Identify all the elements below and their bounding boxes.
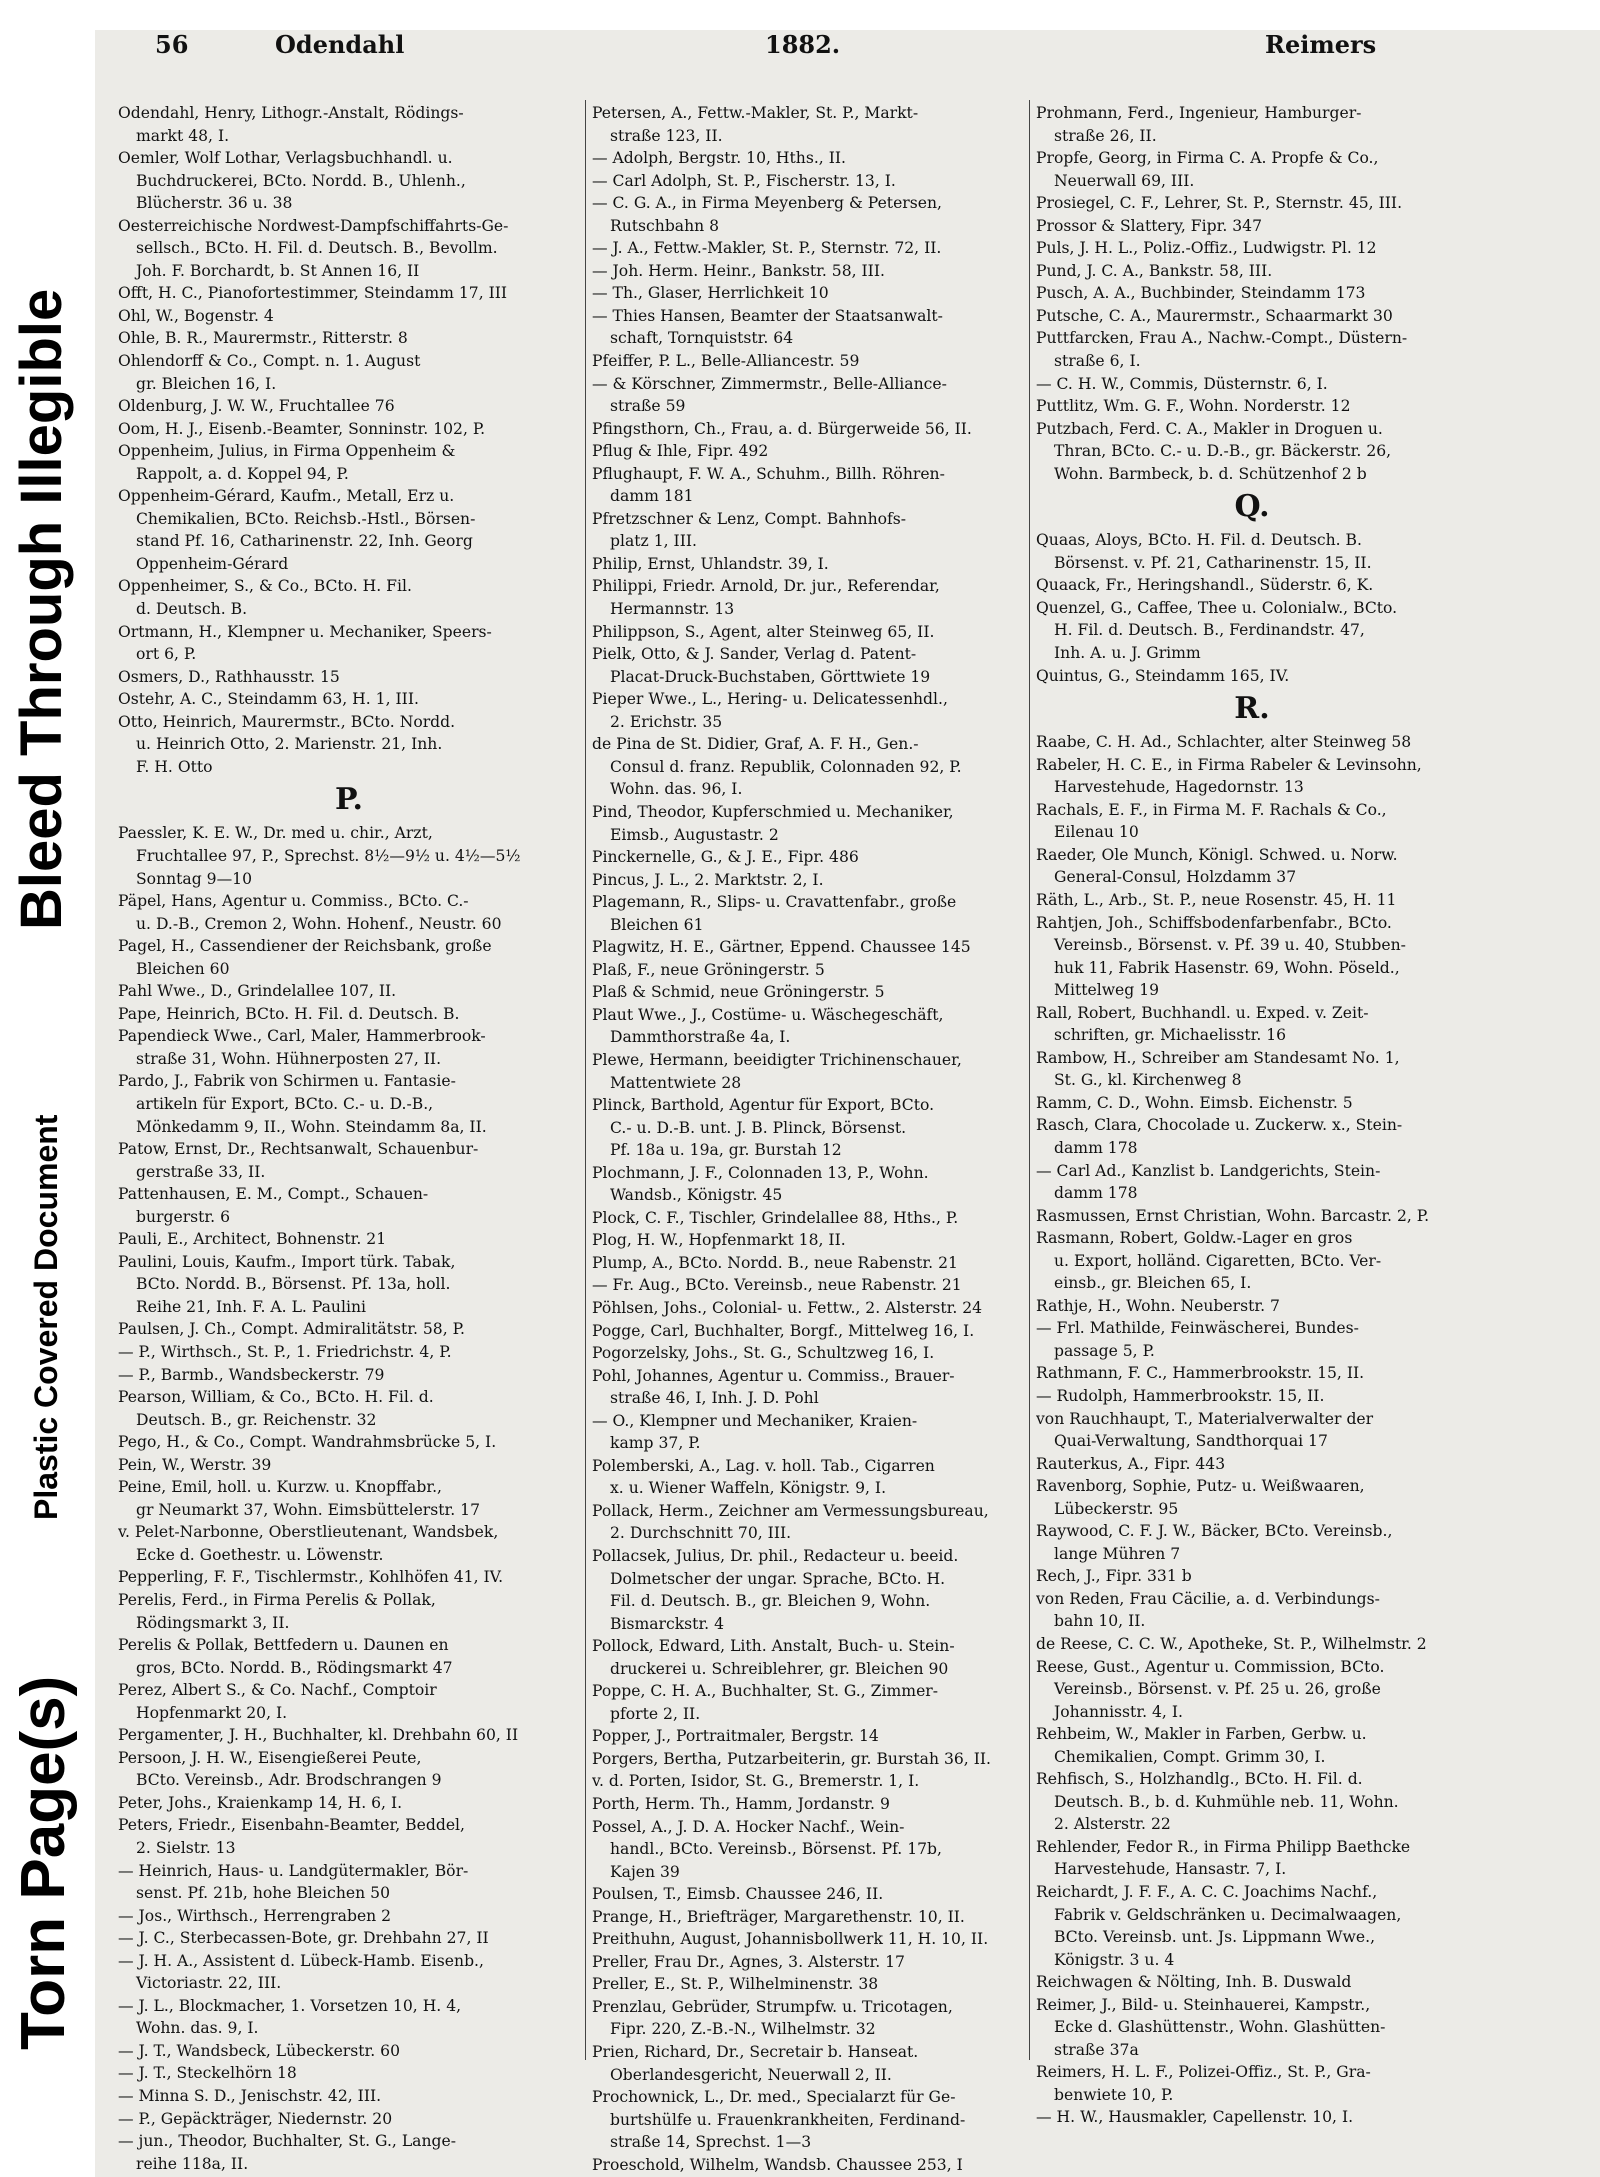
directory-entry: — Rudolph, Hammerbrookstr. 15, II. [1036,1386,1325,1405]
entry-continuation: artikeln für Export, BCto. C.- u. D.-B., [136,1094,434,1113]
entry-continuation: senst. Pf. 21b, hohe Bleichen 50 [136,1884,390,1903]
directory-entry: Pauli, E., Architect, Bohnenstr. 21 [118,1230,387,1249]
directory-entry: Plock, C. F., Tischler, Grindelallee 88, Hths., P. [592,1208,959,1227]
entry-continuation: Reihe 21, Inh. F. A. L. Paulini [136,1297,366,1316]
directory-entry: Putzbach, Ferd. C. A., Makler in Droguen u. [1036,419,1383,438]
directory-entry: Pflughaupt, F. W. A., Schuhm., Billh. Röhren- [592,464,945,483]
entry-continuation: Wandsb., Königstr. 45 [610,1186,783,1205]
directory-entry: Reimers, H. L. F., Polizei-Offiz., St. P., Gra- [1036,2063,1371,2082]
entry-continuation: F. H. Otto [136,757,213,776]
directory-entry: — J. T., Steckelhörn 18 [118,2064,297,2083]
directory-entry: Reichardt, J. F. F., A. C. C. Joachims Nachf., [1036,1883,1378,1902]
entry-continuation: reihe 118a, II. [136,2154,249,2173]
directory-entry: Pearson, William, & Co., BCto. H. Fil. d. [118,1388,434,1407]
entry-continuation: Fipr. 220, Z.-B.-N., Wilhelmstr. 32 [610,2020,876,2039]
entry-continuation: straße 37a [1054,2040,1139,2059]
directory-entry: Pund, J. C. A., Bankstr. 58, III. [1036,261,1273,280]
entry-continuation: straße 26, II. [1054,126,1157,145]
directory-entry: Quaack, Fr., Heringshandl., Süderstr. 6, K. [1036,576,1374,595]
entry-continuation: Consul d. franz. Republik, Colonnaden 92, P. [610,757,962,776]
directory-entry: Philippson, S., Agent, alter Steinweg 65, II. [592,622,935,641]
page-number: 56 [155,30,189,59]
entry-continuation: druckerei u. Schreiblehrer, gr. Bleichen 90 [610,1659,949,1678]
entry-continuation: markt 48, I. [136,126,230,145]
entry-continuation: BCto. Vereinsb., Adr. Brodschrangen 9 [136,1771,442,1790]
entry-continuation: Vereinsb., Börsenst. v. Pf. 25 u. 26, große [1054,1680,1381,1699]
directory-entry: Proeschold, Wilhelm, Wandsb. Chaussee 253, I [592,2155,963,2174]
entry-continuation: platz 1, III. [610,532,697,551]
entry-continuation: Mattentwiete 28 [610,1073,742,1092]
entry-continuation: gros, BCto. Nordd. B., Rödingsmarkt 47 [136,1658,453,1677]
directory-entry: Pielk, Otto, & J. Sander, Verlag d. Patent- [592,645,917,664]
directory-entry: Offt, H. C., Pianofortestimmer, Steindamm 17, III [118,284,508,303]
directory-entry: Propfe, Georg, in Firma C. A. Propfe & Co., [1036,149,1379,168]
directory-entry: v. Pelet-Narbonne, Oberstlieutenant, Wandsbek, [118,1523,499,1542]
directory-entry: Pfretzschner & Lenz, Compt. Bahnhofs- [592,509,907,528]
directory-entry: Pollock, Edward, Lith. Anstalt, Buch- u. Stein- [592,1637,955,1656]
directory-entry: Plaut Wwe., J., Costüme- u. Wäschegeschäft, [592,1005,944,1024]
directory-entry: Ostehr, A. C., Steindamm 63, H. 1, III. [118,690,419,709]
directory-entry: Reese, Gust., Agentur u. Commission, BCto. [1036,1657,1385,1676]
directory-entry: — jun., Theodor, Buchhalter, St. G., Lange- [118,2132,456,2151]
column-rule [585,100,586,2060]
directory-entry: Oom, H. J., Eisenb.-Beamter, Sonninstr. 102, P. [118,419,486,438]
entry-continuation: Ecke d. Goethestr. u. Löwenstr. [136,1545,384,1564]
directory-entry: — P., Gepäckträger, Niedernstr. 20 [118,2109,393,2128]
entry-continuation: Placat-Druck-Buchstaben, Görttwiete 19 [610,667,931,686]
directory-entry: Puls, J. H. L., Poliz.-Offiz., Ludwigstr. Pl. 12 [1036,239,1377,258]
entry-continuation: straße 46, I, Inh. J. D. Pohl [610,1389,819,1408]
entry-continuation: Buchdruckerei, BCto. Nordd. B., Uhlenh., [136,171,466,190]
entry-continuation: Deutsch. B., b. d. Kuhmühle neb. 11, Wohn. [1054,1792,1399,1811]
entry-continuation: Rappolt, a. d. Koppel 94, P. [136,464,349,483]
entry-continuation: Dolmetscher der ungar. Sprache, BCto. H. [610,1569,946,1588]
entry-continuation: stand Pf. 16, Catharinenstr. 22, Inh. Georg [136,532,473,551]
entry-continuation: Vereinsb., Börsenst. v. Pf. 39 u. 40, Stubben- [1054,936,1406,955]
directory-entry: Raabe, C. H. Ad., Schlachter, alter Steinweg 58 [1036,733,1412,752]
entry-continuation: Pf. 18a u. 19a, gr. Burstah 12 [610,1141,842,1160]
directory-entry: Pein, W., Werstr. 39 [118,1455,272,1474]
entry-continuation: 2. Alsterstr. 22 [1054,1815,1171,1834]
directory-entry: — Carl Adolph, St. P., Fischerstr. 13, I. [592,171,896,190]
entry-continuation: Lübeckerstr. 95 [1054,1499,1179,1518]
entry-continuation: Sonntag 9—10 [136,869,253,888]
directory-entry: — J. H. A., Assistent d. Lübeck-Hamb. Eisenb., [118,1951,484,1970]
column-rule [1029,100,1030,2060]
header-year: 1882. [765,30,841,59]
entry-continuation: 2. Erichstr. 35 [610,712,723,731]
directory-column-2 [592,102,1024,2176]
directory-entry: Plump, A., BCto. Nordd. B., neue Rabenstr. 21 [592,1253,958,1272]
directory-entry: — H. W., Hausmakler, Capellenstr. 10, I. [1036,2108,1354,2127]
section-letter: Q. [1234,489,1270,525]
directory-entry: Pincus, J. L., 2. Marktstr. 2, I. [592,870,824,889]
directory-entry: Preithuhn, August, Johannisbollwerk 11, H. 10, II. [592,1930,989,1949]
entry-continuation: Fabrik v. Geldschränken u. Decimalwaagen, [1054,1905,1402,1924]
header-last-name: Reimers [1265,30,1377,59]
directory-entry: Rachals, E. F., in Firma M. F. Rachals & Co., [1036,800,1387,819]
directory-entry: Peine, Emil, holl. u. Kurzw. u. Knopffabr., [118,1478,442,1497]
directory-entry: — J. T., Wandsbeck, Lübeckerstr. 60 [118,2041,401,2060]
directory-entry: Pardo, J., Fabrik von Schirmen u. Fantasie- [118,1072,456,1091]
directory-entry: Ohle, B. R., Maurermstr., Ritterstr. 8 [118,329,408,348]
directory-entry: de Pina de St. Didier, Graf, A. F. H., Gen.- [592,735,919,754]
directory-entry: Plog, H. W., Hopfenmarkt 18, II. [592,1231,846,1250]
directory-entry: von Reden, Frau Cäcilie, a. d. Verbindungs- [1036,1589,1380,1608]
directory-entry: Päpel, Hans, Agentur u. Commiss., BCto. C.- [118,892,469,911]
directory-entry: — Frl. Mathilde, Feinwäscherei, Bundes- [1036,1319,1359,1338]
entry-continuation: General-Consul, Holzdamm 37 [1054,868,1297,887]
directory-entry: Prenzlau, Gebrüder, Strumpfw. u. Tricotagen, [592,1997,953,2016]
directory-entry: Pflug & Ihle, Fipr. 492 [592,442,769,461]
directory-entry: Paessler, K. E. W., Dr. med u. chir., Arzt, [118,824,433,843]
directory-entry: Rech, J., Fipr. 331 b [1036,1567,1192,1586]
entry-continuation: Rutschbahn 8 [610,216,720,235]
entry-continuation: Harvestehude, Hansastr. 7, I. [1054,1860,1287,1879]
directory-entry: Pape, Heinrich, BCto. H. Fil. d. Deutsch. B. [118,1004,460,1023]
entry-continuation: damm 181 [610,487,694,506]
entry-continuation: schaft, Tornquiststr. 64 [610,329,794,348]
directory-entry: — P., Barmb., Wandsbeckerstr. 79 [118,1365,385,1384]
entry-continuation: burtshülfe u. Frauenkrankheiten, Ferdinand- [610,2110,966,2129]
directory-entry: Puttlitz, Wm. G. F., Wohn. Norderstr. 12 [1036,397,1351,416]
directory-entry: Persoon, J. H. W., Eisengießerei Peute, [118,1748,422,1767]
directory-entry: Oppenheim, Julius, in Firma Oppenheim & [118,442,456,461]
directory-entry: Ramm, C. D., Wohn. Eimsb. Eichenstr. 5 [1036,1093,1353,1112]
directory-entry: Pagel, H., Cassendiener der Reichsbank, große [118,937,492,956]
directory-entry: Puttfarcken, Frau A., Nachw.-Compt., Düstern- [1036,329,1408,348]
section-letter: R. [1234,691,1270,727]
directory-entry: Peters, Friedr., Eisenbahn-Beamter, Beddel, [118,1816,465,1835]
entry-continuation: Wohn. das. 96, I. [610,780,743,799]
directory-entry: Possel, A., J. D. A. Hocker Nachf., Wein- [592,1817,905,1836]
directory-entry: Pergamenter, J. H., Buchhalter, kl. Drehbahn 60, II [118,1726,519,1745]
directory-entry: Reimer, J., Bild- u. Steinhauerei, Kampstr., [1036,1995,1371,2014]
directory-entry: Raeder, Ole Munch, Königl. Schwed. u. Norw. [1036,845,1398,864]
directory-entry: Pusch, A. A., Buchbinder, Steindamm 173 [1036,284,1366,303]
entry-continuation: Bleichen 60 [136,959,230,978]
directory-entry: Prossor & Slattery, Fipr. 347 [1036,216,1263,235]
directory-entry: Rall, Robert, Buchhandl. u. Exped. v. Zeit- [1036,1003,1369,1022]
directory-entry: — Minna S. D., Jenischstr. 42, III. [118,2087,382,2106]
directory-entry: Porth, Herm. Th., Hamm, Jordanstr. 9 [592,1795,890,1814]
entry-continuation: Neuerwall 69, III. [1054,171,1195,190]
directory-entry: — & Körschner, Zimmermstr., Belle-Alliance- [592,374,947,393]
entry-continuation: Wohn. Barmbeck, b. d. Schützenhof 2 b [1054,464,1367,483]
directory-entry: Poppe, C. H. A., Buchhalter, St. G., Zimmer- [592,1682,939,1701]
entry-continuation: Johannisstr. 4, I. [1054,1702,1183,1721]
entry-continuation: straße 14, Sprechst. 1—3 [610,2133,812,2152]
entry-continuation: Kajen 39 [610,1862,680,1881]
entry-continuation: sellsch., BCto. H. Fil. d. Deutsch. B., Bevollm. [136,239,498,258]
entry-continuation: x. u. Wiener Waffeln, Königstr. 9, I. [610,1479,887,1498]
directory-entry: — J. L., Blockmacher, 1. Vorsetzen 10, H. 4, [118,1996,462,2015]
directory-entry: Preller, Frau Dr., Agnes, 3. Alsterstr. 17 [592,1952,905,1971]
directory-entry: — O., Klempner und Mechaniker, Kraien- [592,1411,918,1430]
entry-continuation: straße 31, Wohn. Hühnerposten 27, II. [136,1049,442,1068]
entry-continuation: Bismarckstr. 4 [610,1614,725,1633]
directory-entry: Perelis & Pollak, Bettfedern u. Daunen en [118,1636,449,1655]
entry-continuation: 2. Sielstr. 13 [136,1839,236,1858]
directory-entry: — P., Wirthsch., St. P., 1. Friedrichstr. 4, P. [118,1342,452,1361]
entry-continuation: Eilenau 10 [1054,823,1139,842]
entry-continuation: C.- u. D.-B. unt. J. B. Plinck, Börsenst. [610,1118,907,1137]
directory-entry: — J. C., Sterbecassen-Bote, gr. Drehbahn 27, II [118,1929,489,1948]
plastic-covered-notice: Plastic Covered Document [28,1114,64,1520]
directory-entry: Pollack, Herm., Zeichner am Vermessungsbureau, [592,1501,989,1520]
entry-continuation: Thran, BCto. C.- u. D.-B., gr. Bäckerstr. 26, [1054,442,1392,461]
directory-entry: — C. G. A., in Firma Meyenberg & Petersen, [592,194,942,213]
entry-continuation: Hopfenmarkt 20, I. [136,1703,288,1722]
directory-entry: Prien, Richard, Dr., Secretair b. Hanseat. [592,2043,919,2062]
directory-entry: Räth, L., Arb., St. P., neue Rosenstr. 45, H. 11 [1036,890,1397,909]
scan-sidebar [0,0,95,2177]
directory-entry: — Thies Hansen, Beamter der Staatsanwalt- [592,306,943,325]
directory-entry: Putsche, C. A., Maurermstr., Schaarmarkt 30 [1036,306,1393,325]
entry-continuation: Königstr. 3 u. 4 [1054,1950,1175,1969]
entry-continuation: Dammthorstraße 4a, I. [610,1028,791,1047]
entry-continuation: gerstraße 33, II. [136,1162,266,1181]
entry-continuation: gr. Bleichen 16, I. [136,374,277,393]
directory-entry: Rehlender, Fedor R., in Firma Philipp Baethcke [1036,1837,1411,1856]
directory-entry: — Fr. Aug., BCto. Vereinsb., neue Rabenstr. 21 [592,1276,962,1295]
directory-entry: Oldenburg, J. W. W., Fruchtallee 76 [118,397,395,416]
directory-entry: Plagwitz, H. E., Gärtner, Eppend. Chaussee 145 [592,938,971,957]
directory-entry: Pfeiffer, P. L., Belle-Alliancestr. 59 [592,352,860,371]
entry-continuation: ort 6, P. [136,645,197,664]
directory-entry: Quaas, Aloys, BCto. H. Fil. d. Deutsch. B. [1036,531,1362,550]
directory-entry: Reichwagen & Nölting, Inh. B. Duswald [1036,1973,1352,1992]
directory-entry: Osmers, D., Rathhausstr. 15 [118,667,340,686]
directory-entry: — Heinrich, Haus- u. Landgütermakler, Bör- [118,1861,469,1880]
directory-entry: Pöhlsen, Johs., Colonial- u. Fettw., 2. Alsterstr. 24 [592,1298,983,1317]
directory-entry: Rehbeim, W., Makler in Farben, Gerbw. u. [1036,1725,1367,1744]
directory-entry: Rasmussen, Ernst Christian, Wohn. Barcastr. 2, P. [1036,1206,1430,1225]
directory-entry: Pogge, Carl, Buchhalter, Borgf., Mittelweg 16, I. [592,1321,975,1340]
entry-continuation: Eimsb., Augustastr. 2 [610,825,779,844]
directory-entry: Pfingsthorn, Ch., Frau, a. d. Bürgerweide 56, II. [592,419,972,438]
directory-entry: Pieper Wwe., L., Hering- u. Delicatessenhdl., [592,690,948,709]
directory-entry: Ortmann, H., Klempner u. Mechaniker, Speers- [118,622,492,641]
entry-continuation: u. Export, holländ. Cigaretten, BCto. Ver- [1054,1251,1382,1270]
entry-continuation: Victoriastr. 22, III. [136,1974,282,1993]
entry-continuation: damm 178 [1054,1138,1138,1157]
directory-entry: Prohmann, Ferd., Ingenieur, Hamburger- [1036,104,1362,122]
entry-continuation: Oberlandesgericht, Neuerwall 2, II. [610,2065,892,2084]
directory-entry: — Th., Glaser, Herrlichkeit 10 [592,284,829,303]
entry-continuation: Inh. A. u. J. Grimm [1054,644,1201,663]
directory-entry: Plaß & Schmid, neue Gröningerstr. 5 [592,983,885,1002]
entry-continuation: u. Heinrich Otto, 2. Marienstr. 21, Inh. [136,735,443,754]
entry-continuation: St. G., kl. Kirchenweg 8 [1054,1071,1242,1090]
directory-entry: Pego, H., & Co., Compt. Wandrahmsbrücke 5, I. [118,1433,497,1452]
entry-continuation: Ecke d. Glashüttenstr., Wohn. Glashütten- [1054,2018,1386,2037]
directory-entry: Plaß, F., neue Gröningerstr. 5 [592,960,825,979]
entry-continuation: benwiete 10, P. [1054,2085,1174,2104]
entry-continuation: Joh. F. Borchardt, b. St Annen 16, II [136,261,420,280]
directory-column-3 [1036,102,1468,2129]
directory-entry: de Reese, C. C. W., Apotheke, St. P., Wilhelmstr. 2 [1036,1635,1427,1653]
directory-entry: Rauterkus, A., Fipr. 443 [1036,1454,1226,1473]
entry-continuation: gr Neumarkt 37, Wohn. Eimsbüttelerstr. 17 [136,1500,481,1519]
entry-continuation: straße 123, II. [610,126,723,145]
directory-entry: Prochownick, L., Dr. med., Specialarzt für Ge- [592,2088,956,2107]
directory-entry: Polemberski, A., Lag. v. holl. Tab., Cigarren [592,1456,935,1475]
directory-entry: Poulsen, T., Eimsb. Chaussee 246, II. [592,1885,884,1904]
entry-continuation: Börsenst. v. Pf. 21, Catharinenstr. 15, II. [1054,553,1372,572]
entry-continuation: Fil. d. Deutsch. B., gr. Bleichen 9, Wohn. [610,1592,931,1611]
directory-entry: Rehfisch, S., Holzhandlg., BCto. H. Fil. d. [1036,1770,1363,1789]
directory-entry: v. d. Porten, Isidor, St. G., Bremerstr. 1, I. [592,1772,920,1791]
directory-entry: Rathje, H., Wohn. Neuberstr. 7 [1036,1296,1280,1315]
entry-continuation: Harvestehude, Hagedornstr. 13 [1054,778,1304,797]
directory-entry: Pepperling, F. F., Tischlermstr., Kohlhöfen 41, IV. [118,1568,504,1587]
running-header [155,30,1425,70]
entry-continuation: huk 11, Fabrik Hasenstr. 69, Wohn. Pöseld., [1054,958,1400,977]
directory-entry: Pahl Wwe., D., Grindelallee 107, II. [118,982,397,1001]
directory-entry: Petersen, A., Fettw.-Makler, St. P., Markt- [592,104,919,122]
directory-entry: Rasch, Clara, Chocolade u. Zuckerw. x., Stein- [1036,1116,1403,1135]
entry-continuation: schriften, gr. Michaelisstr. 16 [1054,1026,1287,1045]
directory-entry: — Jos., Wirthsch., Herrengraben 2 [118,1906,392,1925]
directory-entry: Peter, Johs., Kraienkamp 14, H. 6, I. [118,1793,403,1812]
directory-entry: Raywood, C. F. J. W., Bäcker, BCto. Vereinsb., [1036,1522,1393,1541]
directory-entry: Pinckernelle, G., & J. E., Fipr. 486 [592,848,859,867]
directory-entry: Quenzel, G., Caffee, Thee u. Colonialw., BCto. [1036,598,1398,617]
directory-entry: Oppenheimer, S., & Co., BCto. H. Fil. [118,577,412,596]
entry-continuation: einsb., gr. Bleichen 65, I. [1054,1274,1252,1293]
entry-continuation: damm 178 [1054,1184,1138,1203]
directory-entry: Otto, Heinrich, Maurermstr., BCto. Nordd. [118,712,456,731]
entry-continuation: 2. Durchschnitt 70, III. [610,1524,792,1543]
directory-entry: Rathmann, F. C., Hammerbrookstr. 15, II. [1036,1364,1365,1383]
entry-continuation: lange Mühren 7 [1054,1544,1181,1563]
directory-entry: Popper, J., Portraitmaler, Bergstr. 14 [592,1727,879,1746]
entry-continuation: burgerstr. 6 [136,1207,230,1226]
entry-continuation: Mönkedamm 9, II., Wohn. Steindamm 8a, II. [136,1117,487,1136]
directory-entry: Ohl, W., Bogenstr. 4 [118,306,274,325]
directory-entry: Plagemann, R., Slips- u. Cravattenfabr., große [592,893,957,912]
directory-entry: von Rauchhaupt, T., Materialverwalter der [1036,1409,1374,1428]
directory-entry: Quintus, G., Steindamm 165, IV. [1036,666,1290,685]
directory-entry: Odendahl, Henry, Lithogr.-Anstalt, Rödings- [118,104,464,122]
directory-entry: Oemler, Wolf Lothar, Verlagsbuchhandl. u. [118,149,453,168]
entry-continuation: Oppenheim-Gérard [136,554,289,573]
directory-entry: Ohlendorff & Co., Compt. n. 1. August [118,352,421,371]
directory-entry: Prange, H., Briefträger, Margarethenstr. 10, II. [592,1907,965,1926]
entry-continuation: Bleichen 61 [610,915,704,934]
entry-continuation: Wohn. das. 9, I. [136,2019,259,2038]
entry-continuation: bahn 10, II. [1054,1612,1146,1631]
directory-entry: — Carl Ad., Kanzlist b. Landgerichts, Stein- [1036,1161,1381,1180]
entry-continuation: BCto. Nordd. B., Börsenst. Pf. 13a, holl. [136,1275,451,1294]
directory-entry: Paulini, Louis, Kaufm., Import türk. Tabak, [118,1252,456,1271]
entry-continuation: u. D.-B., Cremon 2, Wohn. Hohenf., Neustr. 60 [136,914,502,933]
entry-continuation: BCto. Vereinsb. unt. Js. Lippmann Wwe., [1054,1928,1376,1947]
directory-entry: — Adolph, Bergstr. 10, Hths., II. [592,149,846,168]
directory-entry: — C. H. W., Commis, Düsternstr. 6, I. [1036,374,1328,393]
entry-continuation: kamp 37, P. [610,1434,701,1453]
directory-entry: Perez, Albert S., & Co. Nachf., Comptoir [118,1681,437,1700]
directory-entry: Philip, Ernst, Uhlandstr. 39, I. [592,554,829,573]
directory-entry: Philippi, Friedr. Arnold, Dr. jur., Referendar, [592,577,940,596]
entry-continuation: Chemikalien, Compt. Grimm 30, I. [1054,1747,1326,1766]
directory-entry: Pattenhausen, E. M., Compt., Schauen- [118,1185,429,1204]
directory-entry: Prosiegel, C. F., Lehrer, St. P., Sternstr. 45, III. [1036,194,1403,213]
entry-continuation: Fruchtallee 97, P., Sprechst. 8½—9½ u. 4½—5½ [136,846,521,865]
entry-continuation: Deutsch. B., gr. Reichenstr. 32 [136,1410,377,1429]
entry-continuation: Blücherstr. 36 u. 38 [136,194,293,213]
directory-entry: Plochmann, J. F., Colonnaden 13, P., Wohn. [592,1163,929,1182]
entry-continuation: Quai-Verwaltung, Sandthorquai 17 [1054,1432,1328,1451]
torn-pages-notice: Torn Page(s) [9,1675,78,2050]
header-first-name: Odendahl [275,30,405,59]
entry-continuation: Rödingsmarkt 3, II. [136,1613,290,1632]
section-letter: P. [334,782,364,818]
directory-entry: Oppenheim-Gérard, Kaufm., Metall, Erz u. [118,487,455,506]
entry-continuation: straße 6, I. [1054,352,1141,371]
directory-entry: Oesterreichische Nordwest-Dampfschiffahrts-Ge- [118,216,509,235]
entry-continuation: handl., BCto. Vereinsb., Börsenst. Pf. 17b, [610,1840,942,1859]
entry-continuation: straße 59 [610,397,686,416]
directory-entry: Pohl, Johannes, Agentur u. Commiss., Brauer- [592,1366,955,1385]
directory-entry: Patow, Ernst, Dr., Rechtsanwalt, Schauenbur- [118,1140,479,1159]
directory-entry: Papendieck Wwe., Carl, Maler, Hammerbrook- [118,1027,486,1046]
entry-continuation: passage 5, P. [1054,1341,1155,1360]
directory-entry: Rambow, H., Schreiber am Standesamt No. 1, [1036,1048,1400,1067]
entry-continuation: pforte 2, II. [610,1704,701,1723]
directory-column-1 [118,102,580,2175]
directory-entry: Pollacsek, Julius, Dr. phil., Redacteur u. beeid. [592,1547,959,1565]
directory-entry: Plewe, Hermann, beeidigter Trichinenschauer, [592,1050,962,1069]
directory-entry: — Joh. Herm. Heinr., Bankstr. 58, III. [592,261,885,280]
directory-entry: Pind, Theodor, Kupferschmied u. Mechaniker, [592,802,954,821]
directory-entry: — J. A., Fettw.-Makler, St. P., Sternstr. 72, II. [592,239,942,258]
directory-entry: Paulsen, J. Ch., Compt. Admiralitätstr. 58, P. [118,1320,465,1339]
directory-entry: Rahtjen, Joh., Schiffsbodenfarbenfabr., BCto. [1036,913,1392,932]
directory-entry: Pogorzelsky, Johs., St. G., Schultzweg 16, I. [592,1344,935,1363]
directory-entry: Plinck, Barthold, Agentur für Export, BCto. [592,1096,935,1115]
entry-continuation: Chemikalien, BCto. Reichsb.-Hstl., Börsen- [136,509,476,528]
directory-entry: Preller, E., St. P., Wilhelminenstr. 38 [592,1975,879,1994]
entry-continuation: H. Fil. d. Deutsch. B., Ferdinandstr. 47, [1054,621,1365,640]
directory-entry: Ravenborg, Sophie, Putz- u. Weißwaaren, [1036,1477,1365,1496]
entry-continuation: Hermannstr. 13 [610,600,735,619]
directory-entry: Rasmann, Robert, Goldw.-Lager en gros [1036,1229,1353,1248]
directory-entry: Porgers, Bertha, Putzarbeiterin, gr. Burstah 36, II. [592,1749,991,1768]
directory-entry: Perelis, Ferd., in Firma Perelis & Pollak, [118,1591,436,1609]
entry-continuation: Mittelweg 19 [1054,981,1160,1000]
bleed-through-notice: Bleed Through Illegible [9,288,74,930]
entry-continuation: d. Deutsch. B. [136,600,248,619]
directory-entry: Rabeler, H. C. E., in Firma Rabeler & Levinsohn, [1036,755,1422,774]
